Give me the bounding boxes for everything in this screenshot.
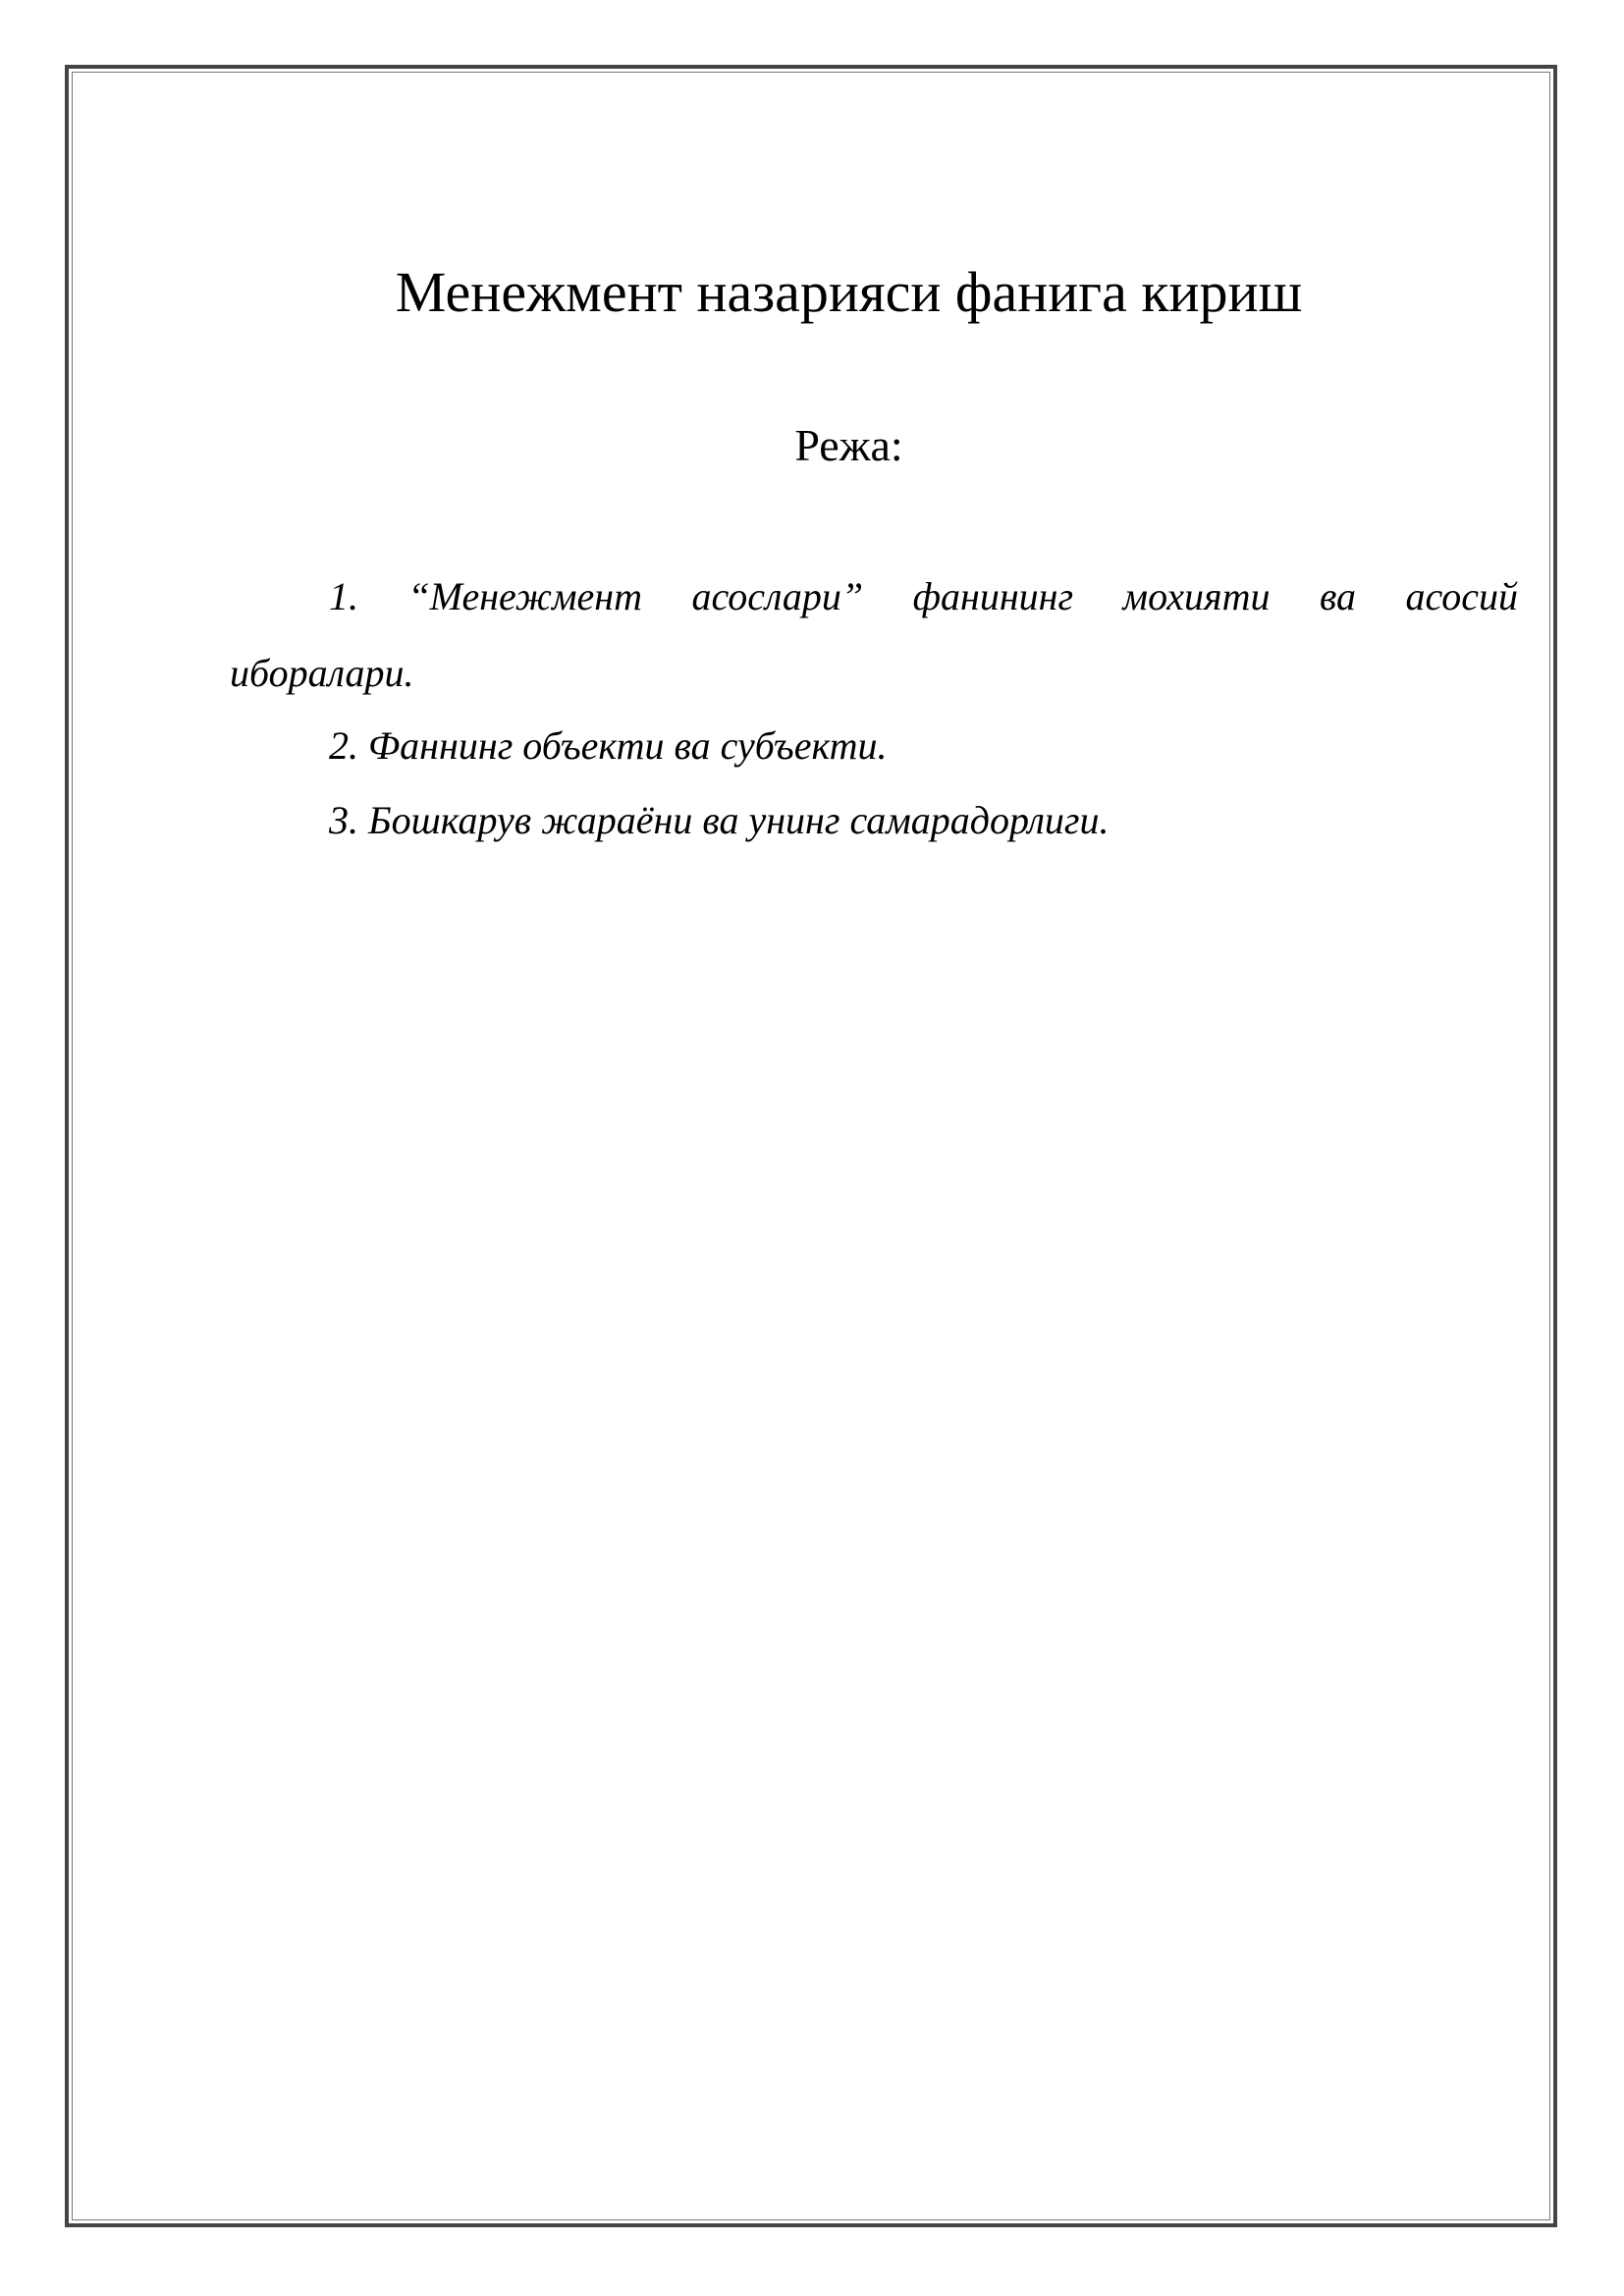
plan-item-2: 2. Фаннинг объекти ва субъекти. [329,723,888,768]
page-border-frame [65,65,1557,2227]
plan-item-1-line-1: 1. “Менежмент асослари” фанининг мохияти ва асосий [329,574,1518,618]
page-title: Менежмент назарияси фанига кириш [395,260,1303,324]
plan-item-1-line-2: иборалари. [230,651,414,695]
plan-item-3: 3. Бошкарув жараёни ва унинг самарадорлиги. [329,798,1110,842]
plan-heading: Режа: [794,420,903,470]
